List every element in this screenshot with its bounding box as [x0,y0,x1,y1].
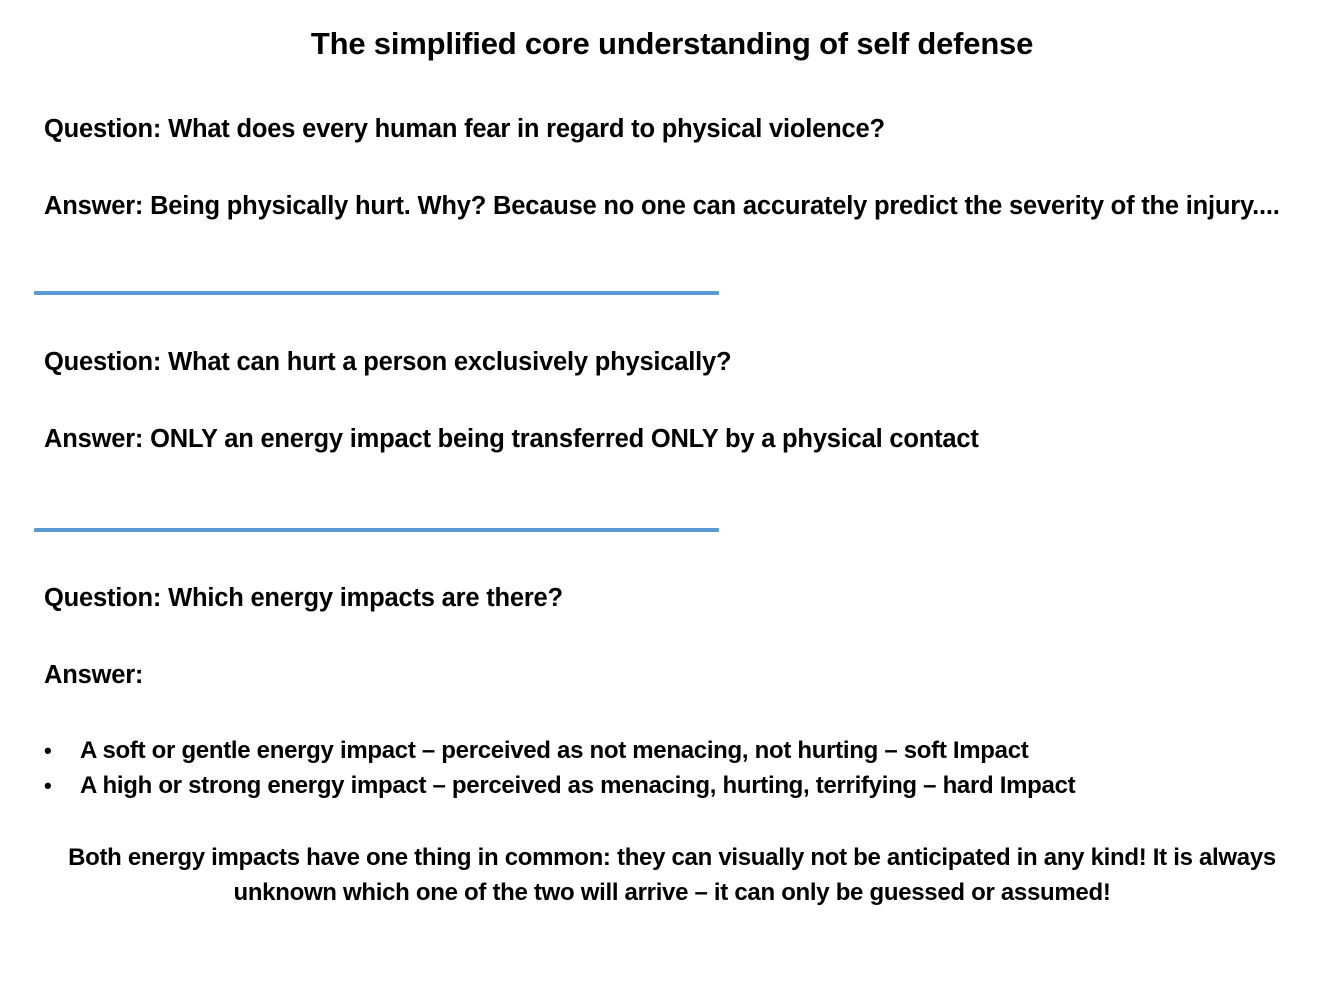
bullet-icon: • [44,738,52,763]
bullet-icon: • [44,773,52,798]
conclusion-text: Both energy impacts have one thing in common: they can visually not be anticipated in any kind! It is always unknown which one of the two will arrive – it can only be guessed or assumed! [68,844,1276,906]
answer-1: Answer: Being physically hurt. Why? Because no one can accurately predict the severity of the injury.... [44,192,1280,220]
answer-3: Answer: [44,661,144,689]
question-3: Question: Which energy impacts are there? [44,584,563,612]
section-divider-2 [34,528,719,532]
list-item-text: A soft or gentle energy impact – perceived as not menacing, not hurting – soft Impact [80,737,1029,764]
question-2: Question: What can hurt a person exclusively physically? [44,348,732,376]
impact-list [44,733,1075,803]
section-divider-1 [34,291,719,295]
question-1: Question: What does every human fear in regard to physical violence? [44,115,885,143]
slide-title: The simplified core understanding of self defense [310,26,1034,61]
list-item [44,733,1075,768]
answer-2: Answer: ONLY an energy impact being transferred ONLY by a physical contact [44,425,979,453]
list-item-text: A high or strong energy impact – perceived as menacing, hurting, terrifying – hard Impact [80,772,1076,799]
list-item [44,768,1075,803]
